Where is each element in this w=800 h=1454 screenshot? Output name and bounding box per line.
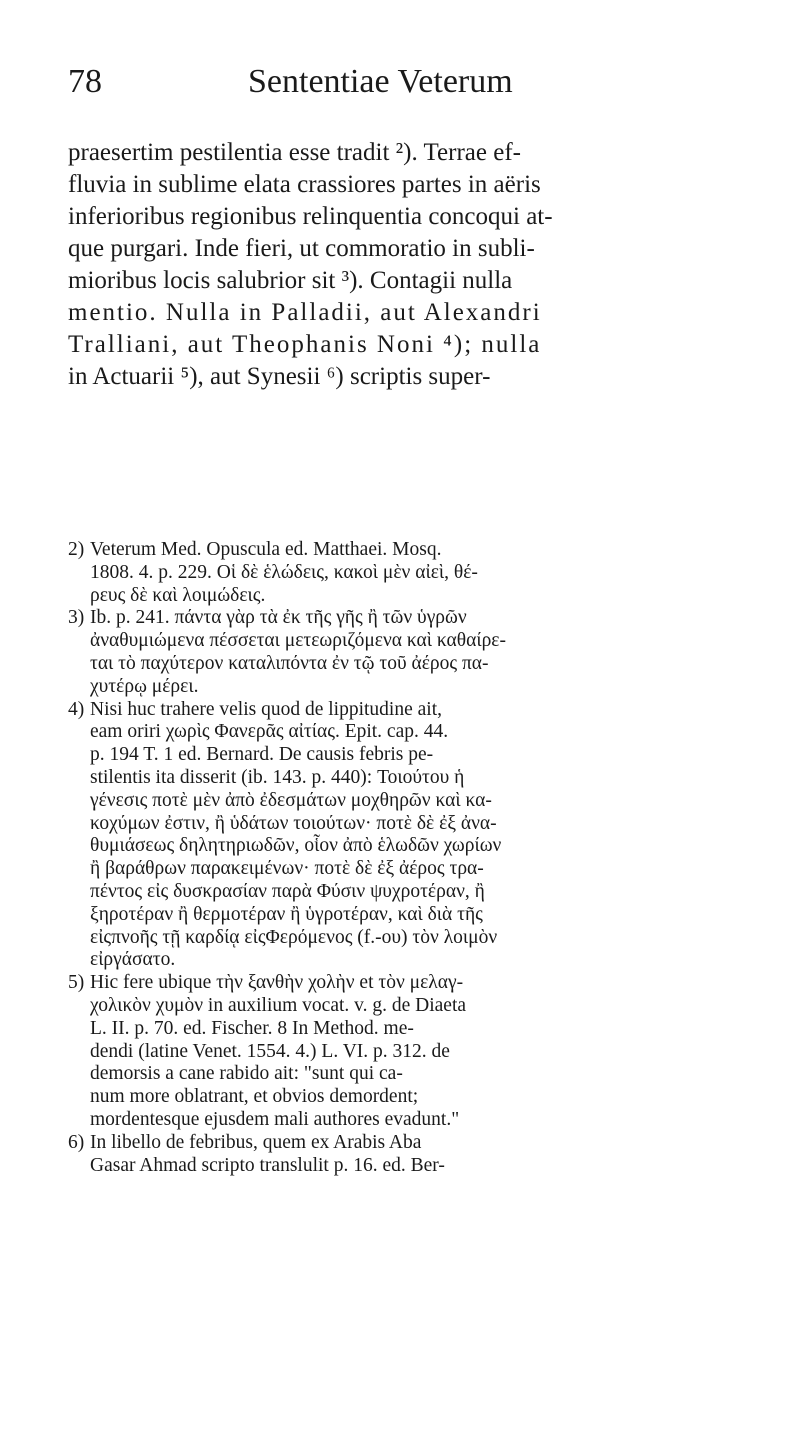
- footnote-line: χυτέρῳ μέρει.: [90, 675, 199, 697]
- page-header: [68, 62, 768, 102]
- footnote-2: [68, 539, 768, 607]
- running-title: Sententiae Veterum: [248, 63, 513, 100]
- body-line: inferioribus regionibus relinquentia concoqui at-: [68, 203, 553, 230]
- body-line: praesertim pestilentia esse tradit ²). Terrae ef-: [68, 139, 521, 166]
- footnote-3: [68, 607, 768, 698]
- footnote-line: ἢ βαράθρων παρακειμένων· ποτὲ δὲ ἐξ ἀέρος τρα-: [90, 858, 484, 880]
- footnotes: [68, 539, 768, 1177]
- footnote-6: [68, 1132, 768, 1178]
- footnote-body: [90, 1132, 768, 1178]
- footnote-line: num more oblatrant, et obvios demordent;: [90, 1086, 419, 1108]
- footnote-number: 3): [68, 607, 85, 629]
- body-line: mioribus locis salubrior sit ³). Contagii nulla: [68, 267, 513, 294]
- footnote-body: [90, 607, 768, 698]
- footnote-line: ρευς δὲ καὶ λοιμώδεις.: [90, 584, 266, 606]
- footnote-line: Gasar Ahmad scripto translulit p. 16. ed. Ber-: [90, 1154, 445, 1176]
- footnote-body: [90, 539, 768, 607]
- footnote-line: εἰςπνοῆς τῇ καρδίᾳ εἰςΦερόμενος (f.-ου) τὸν λοιμὸν: [90, 926, 498, 948]
- footnote-line: stilentis ita disserit (ib. 143. p. 440): Τοιούτου ἡ: [90, 766, 465, 788]
- body-text: [68, 137, 768, 393]
- footnote-line: eam oriri χωρὶς Φανερᾶς αἰτίας. Epit. cap. 44.: [90, 721, 449, 743]
- body-line: Tralliani, aut Theophanis Noni ⁴); nulla: [68, 331, 542, 358]
- footnote-line: demorsis a cane rabido ait: "sunt qui ca-: [90, 1063, 403, 1085]
- footnote-line: θυμιάσεως δηλητηριωδῶν, οἷον ἀπὸ ἑλωδῶν χωρίων: [90, 835, 502, 857]
- body-line: in Actuarii ⁵), aut Synesii ⁶) scriptis super-: [68, 363, 491, 390]
- footnote-line: In libello de febribus, quem ex Arabis Aba: [90, 1131, 422, 1153]
- body-line: fluvia in sublime elata crassiores partes in aëris: [68, 171, 541, 198]
- footnote-line: Hic fere ubique τὴν ξανθὴν χολὴν et τὸν μελαγ-: [90, 972, 464, 994]
- footnote-4: [68, 699, 768, 973]
- footnote-body: [90, 972, 768, 1132]
- footnote-line: L. II. p. 70. ed. Fischer. 8 In Method. me-: [90, 1017, 414, 1039]
- footnote-5: [68, 972, 768, 1132]
- footnote-line: Veterum Med. Opuscula ed. Matthaei. Mosq.: [90, 539, 442, 560]
- body-line: que purgari. Inde fieri, ut commoratio in subli-: [68, 235, 535, 262]
- page-number: 78: [68, 63, 102, 100]
- footnote-line: dendi (latine Venet. 1554. 4.) L. VI. p. 312. de: [90, 1040, 450, 1062]
- footnote-line: Nisi huc trahere velis quod de lippitudine ait,: [90, 698, 442, 720]
- footnote-line: 1808. 4. p. 229. Οἱ δὲ ἑλώδεις, κακοὶ μὲν αἰεὶ, θέ-: [90, 561, 478, 583]
- footnote-line: πέντος εἰς δυσκρασίαν παρὰ Φύσιν ψυχροτέραν, ἢ: [90, 880, 485, 902]
- footnote-line: χολικὸν χυμὸν in auxilium vocat. v. g. de Diaeta: [90, 994, 467, 1016]
- footnote-line: ἀναθυμιώμενα πέσσεται μετεωριζόμενα καὶ καθαίρε-: [90, 630, 506, 652]
- footnote-line: ται τὸ παχύτερον καταλιπόντα ἐν τῷ τοῦ ἀέρος πα-: [90, 652, 489, 674]
- footnote-body: [90, 699, 768, 973]
- footnote-line: p. 194 T. 1 ed. Bernard. De causis febris pe-: [90, 744, 434, 766]
- footnote-line: κοχύμων ἐστιν, ἢ ὑδάτων τοιούτων· ποτὲ δὲ ἐξ ἀνα-: [90, 812, 497, 834]
- footnote-number: 5): [68, 972, 85, 994]
- footnote-line: εἰργάσατο.: [90, 949, 176, 971]
- footnote-number: 2): [68, 539, 85, 560]
- footnote-line: γένεσις ποτὲ μὲν ἀπὸ ἐδεσμάτων μοχθηρῶν καὶ κα-: [90, 789, 492, 811]
- body-line: mentio. Nulla in Palladii, aut Alexandri: [68, 299, 542, 326]
- footnote-line: Ib. p. 241. πάντα γὰρ τὰ ἐκ τῆς γῆς ἢ τῶν ὑγρῶν: [90, 607, 467, 629]
- footnote-line: mordentesque ejusdem mali authores evadunt.": [90, 1108, 460, 1130]
- footnote-number: 4): [68, 698, 85, 720]
- footnote-number: 6): [68, 1131, 85, 1153]
- footnote-line: ξηροτέραν ἢ θερμοτέραν ἢ ὑγροτέραν, καὶ διὰ τῆς: [90, 903, 483, 925]
